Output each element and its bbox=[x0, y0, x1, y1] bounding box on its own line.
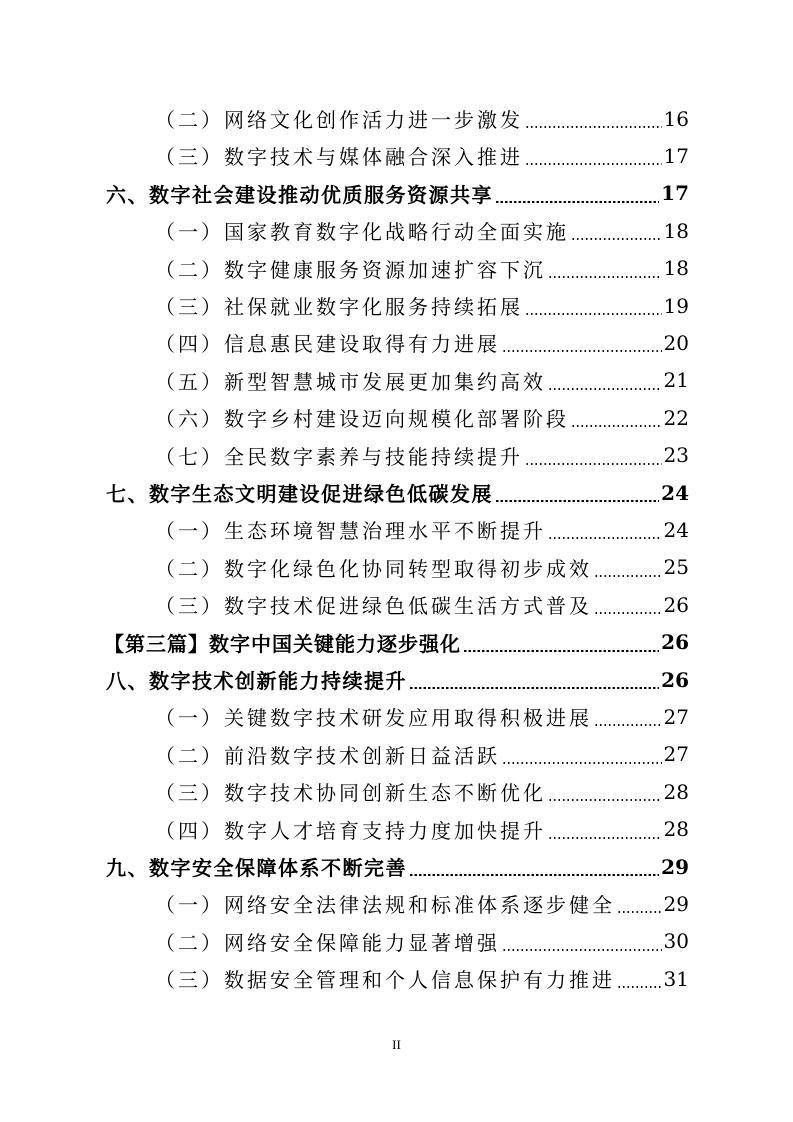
toc-entry[interactable] bbox=[0, 624, 793, 661]
toc-entry-title: （七）全民数字素养与技能持续提升 bbox=[155, 444, 523, 469]
toc-dot-leader bbox=[502, 350, 662, 352]
toc-entry[interactable] bbox=[0, 811, 793, 848]
toc-entry[interactable] bbox=[0, 250, 793, 287]
toc-dot-leader bbox=[548, 276, 662, 278]
toc-entry-title: 八、数字技术创新能力持续提升 bbox=[106, 669, 407, 693]
toc-dot-leader bbox=[525, 463, 662, 465]
toc-entry-title: （一）关键数字技术研发应用取得积极进展 bbox=[155, 706, 592, 731]
toc-entry-page: 22 bbox=[663, 405, 689, 430]
toc-dot-leader bbox=[495, 201, 659, 203]
toc-entry-page: 19 bbox=[663, 293, 689, 318]
toc-entry[interactable] bbox=[0, 137, 793, 174]
toc-entry-title: （二）网络安全保障能力显著增强 bbox=[155, 930, 500, 955]
toc-entry[interactable] bbox=[0, 437, 793, 474]
toc-entry-page: 29 bbox=[661, 854, 689, 879]
toc-entry-title: （三）数字技术促进绿色低碳生活方式普及 bbox=[155, 594, 592, 619]
toc-entry-page: 18 bbox=[663, 256, 689, 281]
toc-entry-page: 26 bbox=[663, 592, 689, 617]
toc-entry[interactable] bbox=[0, 212, 793, 249]
toc-entry-page: 26 bbox=[661, 667, 689, 692]
toc-entry-title: （三）数字技术协同创新生态不断优化 bbox=[155, 781, 546, 806]
toc-entry-page: 25 bbox=[663, 555, 689, 580]
toc-entry[interactable] bbox=[0, 175, 793, 212]
toc-entry[interactable] bbox=[0, 549, 793, 586]
toc-dot-leader bbox=[463, 650, 659, 652]
toc-dot-leader bbox=[548, 388, 662, 390]
toc-entry-page: 29 bbox=[663, 891, 689, 916]
toc-entry-page: 17 bbox=[663, 143, 689, 168]
toc-dot-leader bbox=[525, 126, 662, 128]
toc-dot-leader bbox=[495, 500, 659, 502]
toc-entry-title: 六、数字社会建设推动优质服务资源共享 bbox=[106, 182, 493, 207]
toc-entry[interactable] bbox=[0, 362, 793, 399]
toc-dot-leader bbox=[594, 575, 662, 577]
toc-dot-leader bbox=[571, 238, 662, 240]
toc-entry[interactable] bbox=[0, 324, 793, 361]
toc-entry-page: 27 bbox=[663, 742, 689, 767]
toc-entry-title: （三）社保就业数字化服务持续拓展 bbox=[155, 295, 523, 319]
toc-entry-page: 31 bbox=[663, 966, 689, 991]
toc-entry[interactable] bbox=[0, 586, 793, 623]
toc-dot-leader bbox=[525, 163, 662, 165]
toc-entry[interactable] bbox=[0, 100, 793, 137]
toc-entry-page: 24 bbox=[663, 517, 689, 542]
toc-dot-leader bbox=[594, 612, 662, 614]
toc-entry-title: （二）数字健康服务资源加速扩容下沉 bbox=[155, 257, 546, 282]
toc-entry[interactable] bbox=[0, 661, 793, 698]
toc-entry-page: 18 bbox=[663, 218, 689, 243]
toc-dot-leader bbox=[502, 949, 662, 951]
toc-entry-title: （六）数字乡村建设迈向规模化部署阶段 bbox=[155, 407, 569, 432]
toc-entry-title: （二）数字化绿色化协同转型取得初步成效 bbox=[155, 556, 592, 581]
toc-dot-leader bbox=[548, 537, 662, 539]
toc-entry[interactable] bbox=[0, 736, 793, 773]
toc-entry-title: 九、数字安全保障体系不断完善 bbox=[106, 856, 407, 880]
toc-entry-page: 27 bbox=[663, 704, 689, 729]
toc-entry-page: 17 bbox=[661, 181, 689, 206]
toc-entry-title: 【第三篇】数字中国关键能力逐步强化 bbox=[104, 631, 461, 656]
toc-entry-page: 21 bbox=[663, 368, 689, 393]
toc-entry[interactable] bbox=[0, 885, 793, 922]
toc-entry-page: 28 bbox=[663, 779, 689, 804]
toc-entry-title: （二）前沿数字技术创新日益活跃 bbox=[155, 743, 500, 768]
toc-entry-title: （三）数字技术与媒体融合深入推进 bbox=[155, 145, 523, 170]
toc-entry[interactable] bbox=[0, 399, 793, 436]
toc-entry[interactable] bbox=[0, 923, 793, 960]
toc-entry-page: 16 bbox=[663, 106, 689, 131]
toc-dot-leader bbox=[502, 762, 662, 764]
toc-dot-leader bbox=[617, 911, 662, 913]
toc-entry-page: 24 bbox=[661, 480, 689, 505]
toc-dot-leader bbox=[594, 724, 662, 726]
toc-entry[interactable] bbox=[0, 287, 793, 324]
toc-entry-title: 七、数字生态文明建设促进绿色低碳发展 bbox=[106, 482, 493, 506]
toc-dot-leader bbox=[548, 837, 662, 839]
toc-entry-title: （一）生态环境智慧治理水平不断提升 bbox=[155, 519, 546, 544]
toc-dot-leader bbox=[548, 799, 662, 801]
toc-entry-title: （二）网络文化创作活力进一步激发 bbox=[155, 108, 523, 132]
toc-entry-title: （三）数据安全管理和个人信息保护有力推进 bbox=[155, 968, 615, 993]
toc-dot-leader bbox=[525, 313, 662, 315]
toc-dot-leader bbox=[617, 986, 662, 988]
toc-dot-leader bbox=[571, 425, 662, 427]
toc-entry-page: 20 bbox=[663, 330, 689, 355]
toc-entry-page: 26 bbox=[661, 630, 689, 655]
toc-entry-page: 30 bbox=[663, 929, 689, 954]
toc-entry[interactable] bbox=[0, 848, 793, 885]
toc-entry[interactable] bbox=[0, 773, 793, 810]
toc-entry[interactable] bbox=[0, 474, 793, 511]
toc-entry-title: （一）网络安全法律法规和标准体系逐步健全 bbox=[155, 893, 615, 918]
toc-entry[interactable] bbox=[0, 960, 793, 997]
toc-entry-page: 28 bbox=[663, 817, 689, 842]
toc-entry-title: （四）数字人才培育支持力度加快提升 bbox=[155, 818, 546, 843]
toc-entry[interactable] bbox=[0, 511, 793, 548]
toc-entry-title: （四）信息惠民建设取得有力进展 bbox=[155, 332, 500, 357]
page-number: II bbox=[392, 1037, 401, 1052]
toc-dot-leader bbox=[409, 874, 659, 876]
toc-entry[interactable] bbox=[0, 698, 793, 735]
toc-entry-page: 23 bbox=[663, 443, 689, 468]
toc-entry-title: （一）国家教育数字化战略行动全面实施 bbox=[155, 220, 569, 245]
toc-entry-title: （五）新型智慧城市发展更加集约高效 bbox=[155, 369, 546, 394]
toc-dot-leader bbox=[409, 687, 659, 689]
